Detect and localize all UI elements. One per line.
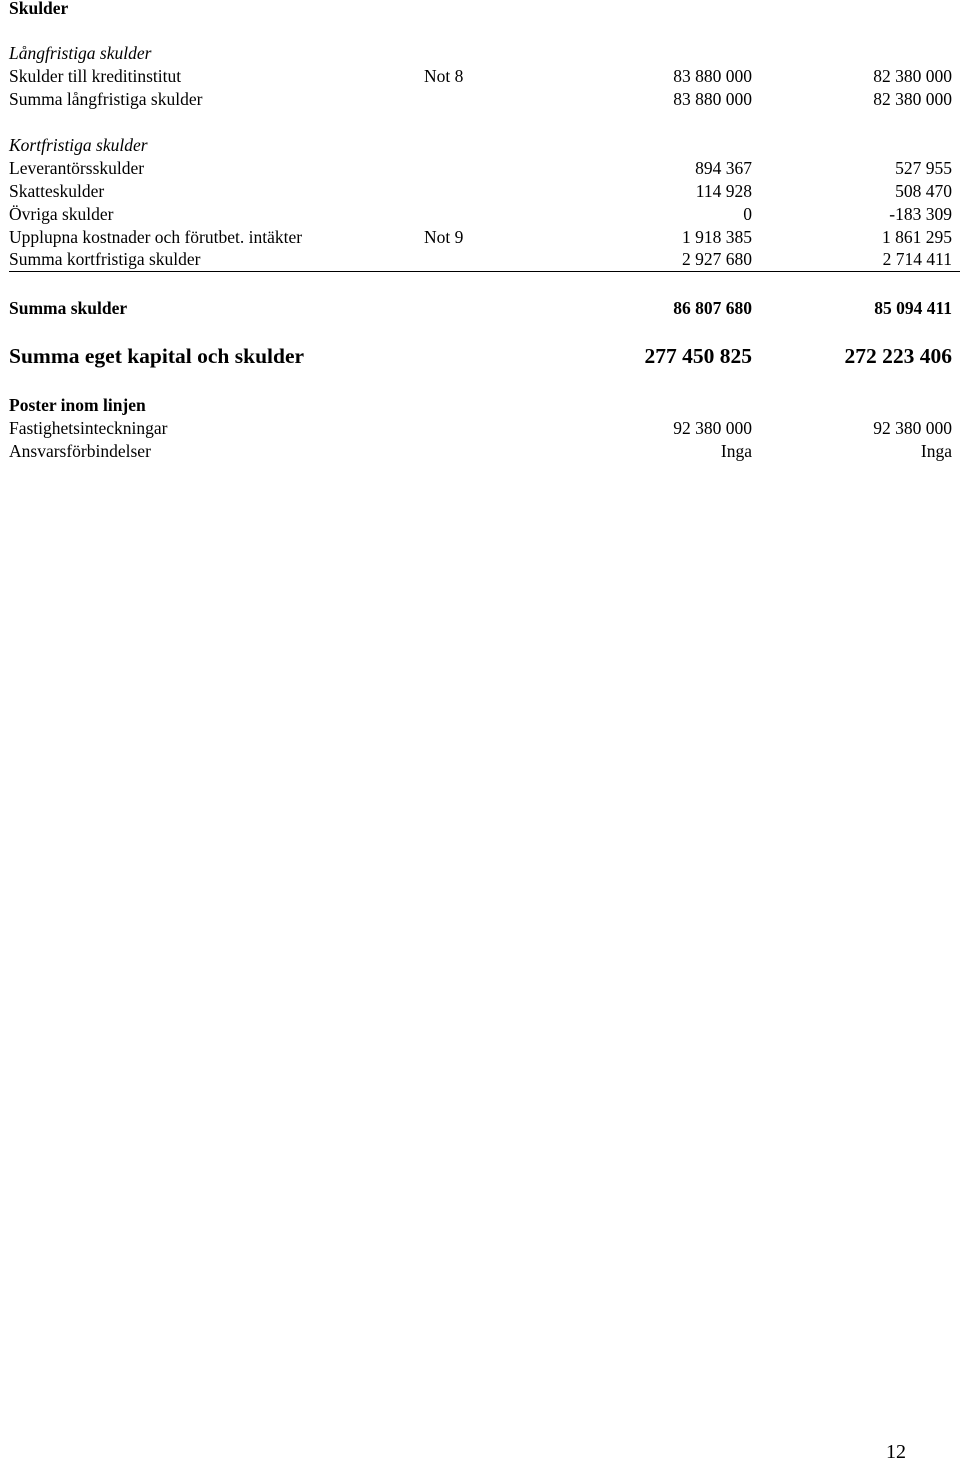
off-balance-heading-text: Poster inom linjen	[9, 395, 146, 415]
table-row	[0, 440, 960, 462]
table-row	[0, 248, 960, 270]
current-year-value: 92 380 000	[673, 418, 752, 438]
row-label: Övriga skulder	[9, 204, 114, 224]
current-year-value: 86 807 680	[673, 298, 752, 318]
page-number: 12	[886, 1441, 906, 1463]
total-liabilities-row	[0, 297, 960, 319]
table-row	[0, 88, 960, 110]
note-reference: Not 9	[424, 227, 464, 247]
off-balance-heading	[0, 394, 960, 416]
previous-year-value: 508 470	[895, 181, 952, 201]
table-row	[0, 203, 960, 225]
table-row	[0, 157, 960, 179]
table-row	[0, 65, 960, 87]
current-year-value: 894 367	[695, 158, 752, 178]
subtotal-divider	[9, 271, 960, 272]
short-term-heading	[0, 134, 960, 156]
previous-year-value: 85 094 411	[874, 298, 952, 318]
row-label: Summa eget kapital och skulder	[9, 344, 305, 368]
row-label: Leverantörsskulder	[9, 158, 145, 178]
row-label: Summa kortfristiga skulder	[9, 249, 201, 269]
row-label: Skulder till kreditinstitut	[9, 66, 182, 86]
previous-year-value: 2 714 411	[882, 249, 952, 269]
long-term-heading	[0, 42, 960, 64]
previous-year-value: 1 861 295	[882, 227, 952, 247]
row-label: Summa långfristiga skulder	[9, 89, 203, 109]
current-year-value: 83 880 000	[673, 66, 752, 86]
previous-year-value: 527 955	[895, 158, 952, 178]
previous-year-value: -183 309	[889, 204, 952, 224]
note-reference: Not 8	[424, 66, 464, 86]
current-year-value: 114 928	[695, 181, 752, 201]
current-year-value: 1 918 385	[682, 227, 752, 247]
table-row	[0, 226, 960, 248]
section-title-text: Skulder	[9, 0, 69, 18]
previous-year-value: 272 223 406	[844, 344, 952, 368]
previous-year-value: 92 380 000	[873, 418, 952, 438]
long-term-heading-text: Långfristiga skulder	[9, 43, 152, 63]
row-label: Ansvarsförbindelser	[9, 441, 151, 461]
previous-year-value: Inga	[920, 441, 952, 461]
table-row	[0, 180, 960, 202]
total-equity-liabilities-row	[0, 342, 960, 370]
table-row	[0, 417, 960, 439]
previous-year-value: 82 380 000	[873, 89, 952, 109]
row-label: Summa skulder	[9, 298, 128, 318]
current-year-value: 83 880 000	[673, 89, 752, 109]
row-label: Skatteskulder	[9, 181, 105, 201]
current-year-value: 2 927 680	[682, 249, 752, 269]
current-year-value: 277 450 825	[644, 344, 752, 368]
row-label: Upplupna kostnader och förutbet. intäkter	[9, 227, 303, 247]
row-label: Fastighetsinteckningar	[9, 418, 168, 438]
current-year-value: 0	[743, 204, 752, 224]
current-year-value: Inga	[720, 441, 752, 461]
short-term-heading-text: Kortfristiga skulder	[9, 135, 148, 155]
section-title	[0, 0, 960, 19]
previous-year-value: 82 380 000	[873, 66, 952, 86]
